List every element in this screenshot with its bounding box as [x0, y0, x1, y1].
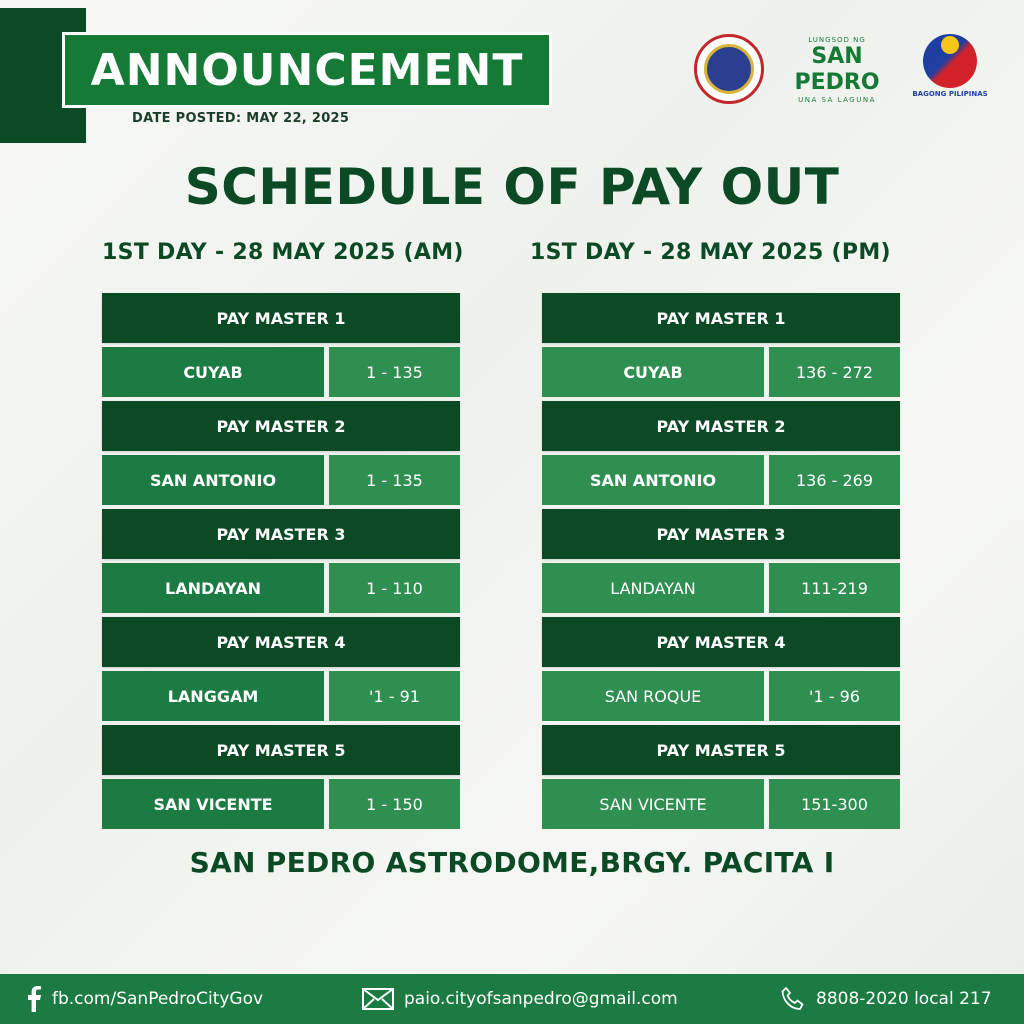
- paymaster-header: PAY MASTER 2: [102, 401, 460, 451]
- am-schedule-table: [102, 293, 460, 833]
- paymaster-header: PAY MASTER 3: [102, 509, 460, 559]
- facebook-link[interactable]: fb.com/SanPedroCityGov: [52, 989, 264, 1009]
- barangay-cell: CUYAB: [102, 347, 324, 397]
- paymaster-header: PAY MASTER 4: [102, 617, 460, 667]
- range-cell: 111-219: [769, 563, 900, 613]
- mail-icon: [362, 988, 394, 1010]
- paymaster-header: PAY MASTER 1: [102, 293, 460, 343]
- phone-number[interactable]: 8808-2020 local 217: [816, 989, 992, 1009]
- range-cell: 136 - 269: [769, 455, 900, 505]
- san-pedro-logo-tagline: UNA SA LAGUNA: [798, 96, 876, 104]
- san-pedro-logo-text: SAN PEDRO: [794, 44, 880, 95]
- am-heading: 1ST DAY - 28 MAY 2025 (AM): [102, 240, 464, 265]
- range-cell: 136 - 272: [769, 347, 900, 397]
- barangay-cell: LANDAYAN: [542, 563, 764, 613]
- logo-group: [690, 30, 990, 110]
- paymaster-header: PAY MASTER 5: [542, 725, 900, 775]
- pm-heading: 1ST DAY - 28 MAY 2025 (PM): [530, 240, 891, 265]
- bagong-pilipinas-emblem: [923, 34, 977, 88]
- facebook-icon: [26, 986, 42, 1012]
- bagong-pilipinas-text: BAGONG PILIPINAS: [912, 90, 988, 98]
- paymaster-header: PAY MASTER 3: [542, 509, 900, 559]
- paymaster-header: PAY MASTER 5: [102, 725, 460, 775]
- range-cell: 151-300: [769, 779, 900, 829]
- paymaster-header: PAY MASTER 2: [542, 401, 900, 451]
- phone-icon: [780, 986, 806, 1012]
- pm-schedule-table: [542, 293, 900, 833]
- barangay-cell: LANGGAM: [102, 671, 324, 721]
- barangay-cell: SAN VICENTE: [542, 779, 764, 829]
- range-cell: '1 - 91: [329, 671, 460, 721]
- paymaster-header: PAY MASTER 4: [542, 617, 900, 667]
- range-cell: 1 - 150: [329, 779, 460, 829]
- range-cell: 1 - 135: [329, 347, 460, 397]
- bagong-pilipinas-logo: [912, 34, 988, 110]
- city-seal-logo: [694, 34, 764, 104]
- page-title: SCHEDULE OF PAY OUT: [184, 158, 840, 216]
- barangay-cell: SAN ANTONIO: [542, 455, 764, 505]
- footer-bar: [0, 974, 1024, 1024]
- range-cell: '1 - 96: [769, 671, 900, 721]
- footer-phone[interactable]: [780, 974, 992, 1024]
- announcement-banner: [62, 32, 552, 108]
- paymaster-header: PAY MASTER 1: [542, 293, 900, 343]
- footer-facebook[interactable]: [26, 974, 263, 1024]
- range-cell: 1 - 110: [329, 563, 460, 613]
- san-pedro-logo-small: LUNGSOD NG: [808, 36, 866, 44]
- email-link[interactable]: paio.cityofsanpedro@gmail.com: [404, 989, 678, 1009]
- venue-text: SAN PEDRO ASTRODOME,BRGY. PACITA I: [189, 846, 835, 879]
- barangay-cell: SAN VICENTE: [102, 779, 324, 829]
- san-pedro-logo: [772, 36, 902, 104]
- announcement-title: ANNOUNCEMENT: [90, 44, 524, 96]
- range-cell: 1 - 135: [329, 455, 460, 505]
- barangay-cell: SAN ROQUE: [542, 671, 764, 721]
- barangay-cell: CUYAB: [542, 347, 764, 397]
- date-posted: DATE POSTED: MAY 22, 2025: [132, 111, 350, 126]
- barangay-cell: LANDAYAN: [102, 563, 324, 613]
- footer-email[interactable]: [362, 974, 678, 1024]
- barangay-cell: SAN ANTONIO: [102, 455, 324, 505]
